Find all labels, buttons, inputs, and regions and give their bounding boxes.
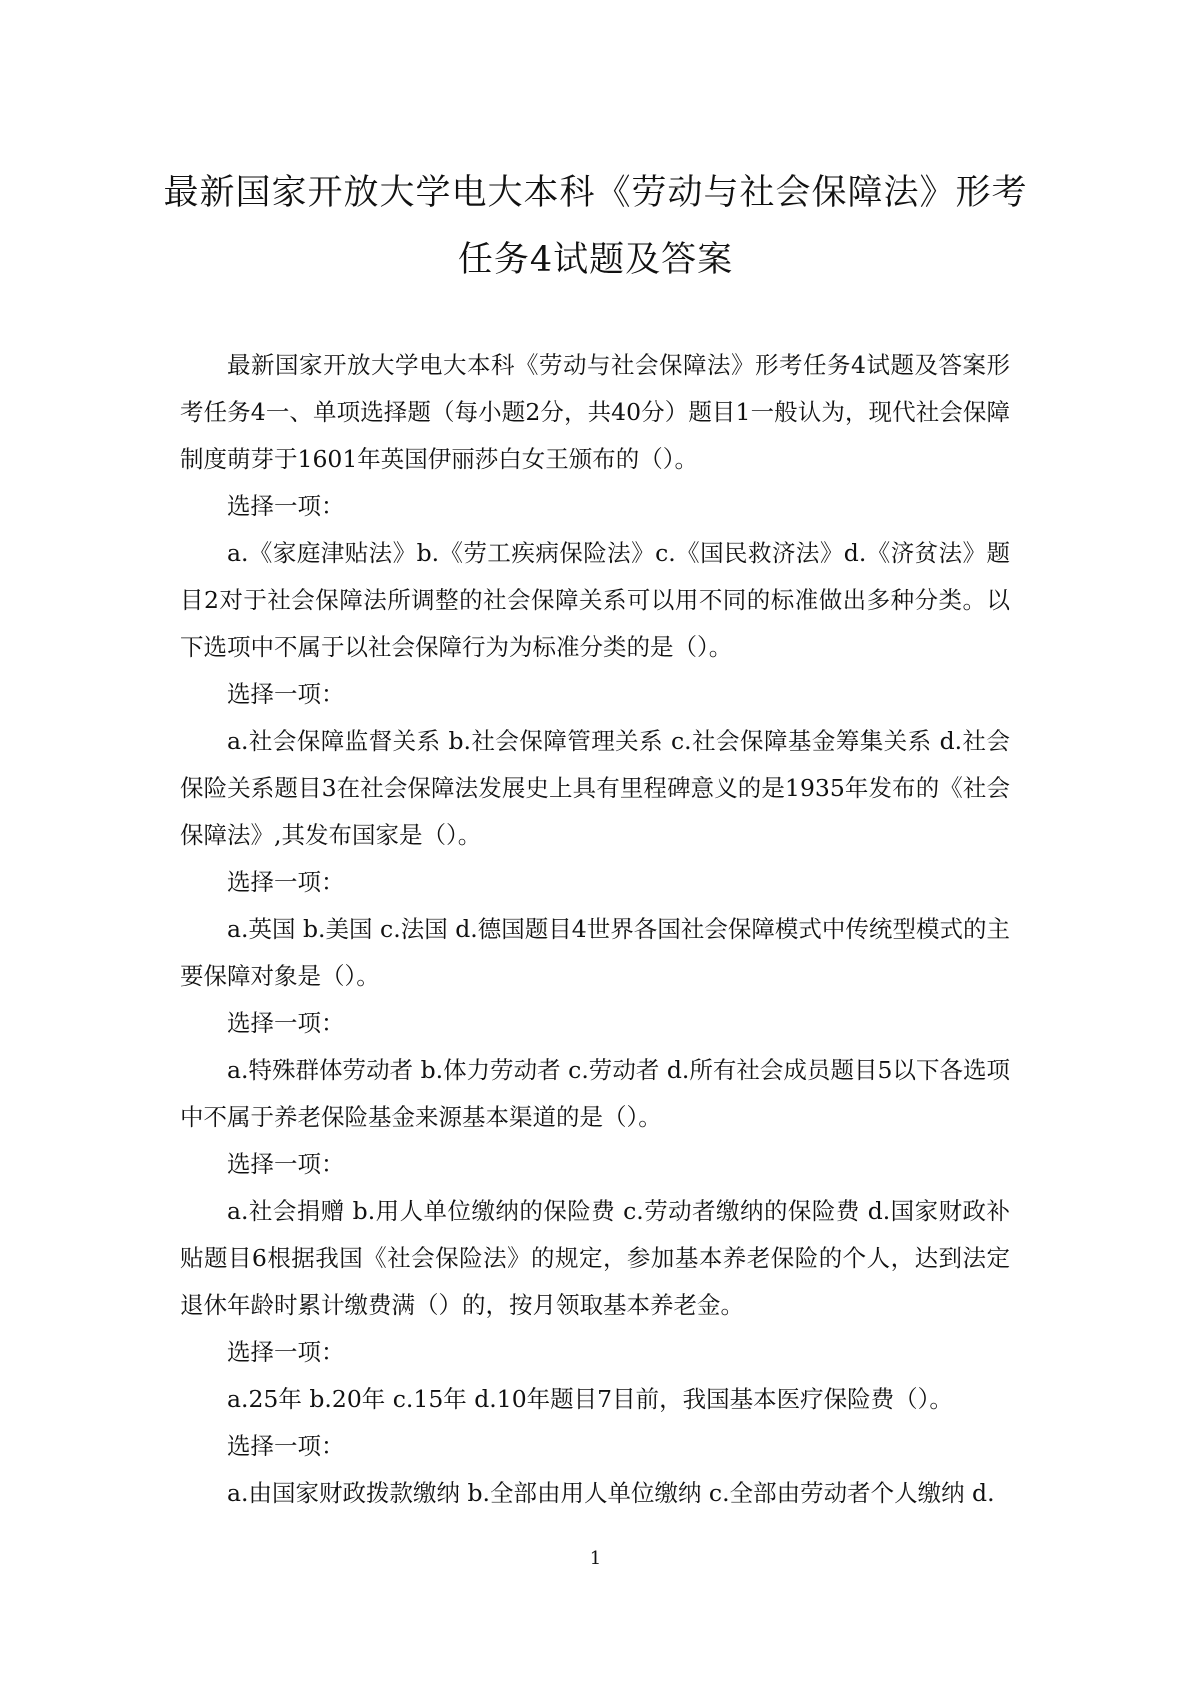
paragraph-options-question-2: a.《家庭津贴法》b.《劳工疾病保险法》c.《国民救济法》d.《济贫法》题目2对于社会保障法所调整的社会保障关系可以用不同的标准做出多种分类。以下选项中不属于以社会保障行为为标准分类的是（）。 bbox=[180, 539, 1010, 661]
choice-prompt: 选择一项： bbox=[227, 1338, 345, 1366]
page-number: 1 bbox=[589, 1548, 602, 1569]
document-body bbox=[180, 342, 1010, 1517]
choice-prompt: 选择一项： bbox=[227, 1150, 345, 1178]
paragraph-options-question-7: a.25年 b.20年 c.15年 d.10年题目7目前，我国基本医疗保险费（）。 bbox=[227, 1385, 953, 1413]
paragraph-options-question-3: a.社会保障监督关系 b.社会保障管理关系 c.社会保障基金筹集关系 d.社会保险关系题目3在社会保障法发展史上具有里程碑意义的是1935年发布的《社会保障法》,其发布国家是（）。 bbox=[180, 727, 1010, 849]
document-title: 最新国家开放大学电大本科《劳动与社会保障法》形考任务4试题及答案 bbox=[163, 173, 1028, 280]
choice-prompt: 选择一项： bbox=[227, 1432, 345, 1460]
choice-prompt: 选择一项： bbox=[227, 1009, 345, 1037]
paragraph-intro-question-1: 最新国家开放大学电大本科《劳动与社会保障法》形考任务4试题及答案形考任务4一、单项选择题（每小题2分，共40分）题目1一般认为，现代社会保障制度萌芽于1601年英国伊丽莎白女王颁布的（）。 bbox=[180, 351, 1010, 473]
paragraph-options-question-6: a.社会捐赠 b.用人单位缴纳的保险费 c.劳动者缴纳的保险费 d.国家财政补贴题目6根据我国《社会保险法》的规定，参加基本养老保险的个人，达到法定退休年龄时累计缴费满（）的，按月领取基本养老金。 bbox=[180, 1197, 1010, 1319]
choice-prompt: 选择一项： bbox=[227, 680, 345, 708]
paragraph-options-question-5: a.特殊群体劳动者 b.体力劳动者 c.劳动者 d.所有社会成员题目5以下各选项中不属于养老保险基金来源基本渠道的是（）。 bbox=[180, 1056, 1010, 1131]
choice-prompt: 选择一项： bbox=[227, 868, 345, 896]
paragraph-options-question-4: a.英国 b.美国 c.法国 d.德国题目4世界各国社会保障模式中传统型模式的主要保障对象是（）。 bbox=[180, 915, 1010, 990]
choice-prompt: 选择一项： bbox=[227, 492, 345, 520]
paragraph-options-continued: a.由国家财政拨款缴纳 b.全部由用人单位缴纳 c.全部由劳动者个人缴纳 d. bbox=[227, 1479, 995, 1507]
